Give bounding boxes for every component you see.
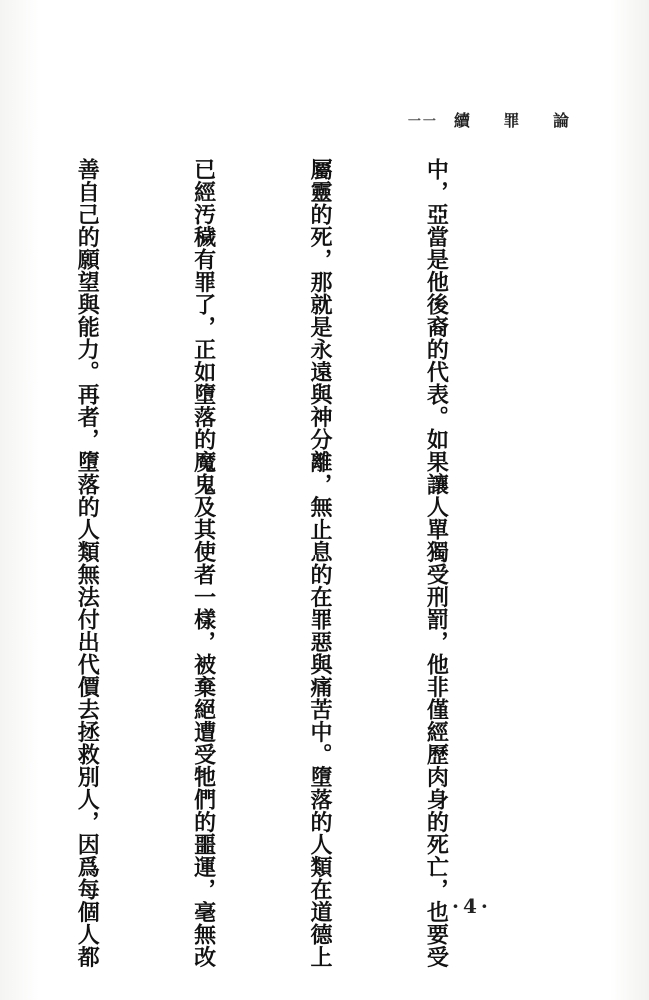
chapter-mark: 一一 (407, 114, 438, 129)
page-number: ·4· (452, 894, 492, 918)
text-column: 屬靈的死，那就是永遠與神分離，無止息的在罪惡與痛苦中。墮落的人類在道德上 (307, 158, 334, 968)
book-title: 續 罪 論 (453, 111, 583, 130)
text-column: 善自己的願望與能力。再者，墮落的人類無法付出代價去拯救別人，因爲每個人都 (74, 158, 101, 968)
text-column: 中，亞當是他後裔的代表。如果讓人單獨受刑罰，他非僅經歷肉身的死亡，也要受 (423, 158, 450, 968)
body-text (0, 158, 533, 968)
running-head (408, 108, 583, 131)
text-column: 已經汚穢有罪了，正如墮落的魔鬼及其使者一樣，被棄絕遭受牠們的噩運，毫無改 (190, 158, 217, 968)
